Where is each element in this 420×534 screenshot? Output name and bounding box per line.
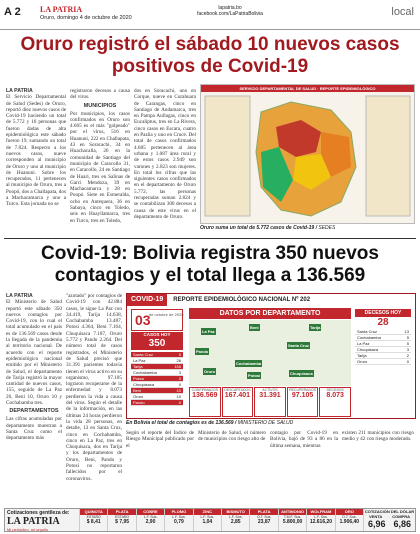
quote-unit: L.F. Sus.: [228, 515, 243, 519]
department-name: Cochabamba: [133, 370, 157, 375]
quote-name: PLATA: [250, 509, 277, 515]
map-department-label: Tarija: [310, 325, 321, 330]
death-dept-name: Chuquisaca: [357, 347, 379, 352]
quote-cell: [193, 509, 221, 531]
quote-cell: [249, 509, 277, 531]
quote-unit: L.F. Sus.: [143, 515, 158, 519]
quote-name: ANTIMONIO: [279, 509, 306, 515]
deaths-value: 28: [377, 317, 389, 328]
quote-value: 1.906,40: [339, 519, 360, 525]
report-day: 03: [131, 309, 183, 331]
national-report-infographic: [126, 293, 416, 419]
department-name: Santa Cruz: [133, 352, 154, 357]
article2-text1b: Las cifras acumuladas por departamento muestran a Santa Cruz como el departamento más: [6, 416, 62, 442]
quote-unit: L.F. Sus.: [172, 515, 186, 519]
map-caption-text: Oruro suma un total de 5.772 casos de Covid-19 /: [200, 225, 317, 231]
department-name: La Paz: [133, 358, 146, 363]
report-top-bar: [127, 294, 415, 306]
report-title: REPORTE EPIDEMIOLÓGICO NACIONAL Nº 202: [173, 297, 311, 303]
department-name: Pando: [133, 400, 145, 405]
article2-bottom3: contagio por Covid-19 en Bolivia, bajó de 93 a 86 en la última semana, mientras: [270, 430, 338, 449]
quote-unit: O.T. Sus.: [256, 515, 272, 519]
death-dept-name: Tarija: [357, 353, 367, 358]
article2-headline: Covid-19: Bolivia registra 350 nuevos contagios y el total llega a 136.569: [41, 243, 379, 286]
quote-unit: ESTAÑO: [115, 515, 130, 519]
quote-cell: [278, 509, 306, 531]
department-name: Beni: [133, 388, 142, 393]
map-department-label: Chuquisaca: [290, 371, 313, 376]
masthead: LA PATRIA: [40, 5, 83, 14]
new-cases-label: CASOS HOY: [143, 332, 171, 337]
death-dept-value: 5: [406, 341, 409, 346]
deaths-label: DECESOS HOY: [355, 309, 411, 317]
quote-unit: T.M.F. Sus.: [283, 515, 302, 519]
article1-text2: registraron decesos a causa del virus.: [70, 88, 130, 101]
covid-badge: COVID-19: [127, 294, 167, 306]
quote-unit: O.T. Sus.: [342, 515, 357, 519]
department-new-cases: 155: [174, 364, 181, 369]
report-caption: [126, 420, 293, 426]
article2-byline: LA PATRIA: [6, 293, 33, 299]
commodity-quotes: [79, 509, 363, 531]
death-dept-value: 0: [406, 359, 409, 364]
quote-cell: [136, 509, 164, 531]
stat-label: CONFIRMADOS: [191, 388, 218, 392]
dollar-buy-label: VENTA: [368, 514, 383, 519]
quote-value: 0,79: [174, 519, 184, 525]
dollar-buy-value: 6,96: [367, 519, 386, 529]
quote-name: PLOMO: [165, 509, 192, 515]
department-new-cases: 10: [176, 388, 181, 393]
map-stats-panel: [366, 96, 410, 216]
department-new-cases: 3: [178, 370, 181, 375]
stat-value: 8.073: [326, 392, 344, 399]
data-by-department-banner: DATOS POR DEPARTAMENTO: [189, 308, 351, 319]
map-department-label: Oruro: [204, 369, 216, 374]
report-caption-text: En Bolivia el total de contagios es de 136.569 /: [126, 420, 237, 426]
quotes-sponsor: [5, 509, 79, 531]
article2-bottom4: existen 211 municipios con riesgo medio y 42 con riesgo moderado.: [342, 430, 414, 443]
quotes-title: Cotizaciones gentileza de:: [7, 510, 70, 516]
quote-cell: [221, 509, 249, 531]
article2-text1: El Ministerio de Salud reportó este sábado 350 nuevos contagios por Covid-19, con lo cual el total acumulado en el país es de 136.569 casos desde la llegada de la pandemia al territorio nacional. De acuerdo con el reporte epidemiológico nacional emitido por el Ministerio de Salud, el departamento de Tarija registró la mayor cantidad de nuevos casos, 155, seguido de La Paz 26, Beni 10, Oruro 10 y Cochabamba tres.: [6, 299, 62, 407]
article1-byline: LA PATRIA: [6, 88, 33, 94]
dollar-sell-value: 6,86: [393, 519, 412, 529]
page-number: A 2: [4, 6, 21, 18]
map-caption: [200, 225, 415, 231]
quote-value: $ 7,95: [115, 519, 130, 525]
map-caption-credit: SEDES: [318, 225, 336, 231]
quote-value: 1,04: [202, 519, 213, 525]
quotes-tagline: Mi periódico, mi orgullo: [7, 527, 49, 532]
new-cases-value: 350: [148, 338, 166, 349]
quote-cell: [164, 509, 192, 531]
death-dept-value: 2: [406, 353, 409, 358]
stat-cell: [189, 387, 221, 417]
quote-name: WOLFRAM: [307, 509, 334, 515]
department-name: Potosí: [133, 376, 145, 381]
department-new-cases: 0: [178, 376, 181, 381]
quote-unit: ESTAÑO: [86, 515, 101, 519]
bolivia-department-map: [189, 320, 351, 386]
stat-cell: [254, 387, 286, 417]
website-link[interactable]: lapatria.bo: [218, 5, 242, 11]
quote-cell: [306, 509, 334, 531]
dollar-sell-label: COMPRA: [392, 514, 410, 519]
facebook-link[interactable]: facebook.com/LaPatriaBolivia: [197, 11, 263, 17]
quote-name: QUINOTA: [80, 509, 107, 515]
map-header: SERVICIO DEPARTAMENTAL DE SALUD · REPORTE EPIDEMIOLÓGICO: [201, 85, 414, 92]
deaths-panel: [355, 309, 411, 383]
death-dept-value: 5: [406, 335, 409, 340]
death-dept-value: 13: [404, 329, 409, 334]
stat-value: 167.401: [224, 392, 251, 399]
map-department-label: Beni: [250, 325, 259, 330]
stat-value: 97.105: [291, 392, 314, 399]
article2-column1: [6, 293, 62, 503]
article1-column2: [70, 88, 130, 235]
quote-value: 12.616,20: [309, 519, 333, 525]
issue-date: Oruro, domingo 4 de octubre de 2020: [40, 15, 132, 21]
map-legend-panel: [205, 96, 250, 216]
subhead-municipios: MUNICIPIOS: [83, 102, 117, 109]
map-department-label: La Paz: [202, 329, 215, 334]
dollar-rate: [363, 509, 415, 531]
department-name: Oruro: [133, 394, 144, 399]
map-department-label: Cochabamba: [236, 361, 262, 366]
stat-cell: [222, 387, 254, 417]
article1-headline: Oruro registró el sábado 10 nuevos casos positivos de Covid-19: [20, 34, 400, 77]
stat-label: DESCARTADOS: [224, 388, 251, 392]
death-dept-name: La Paz: [357, 341, 370, 346]
new-cases-box: [131, 332, 183, 350]
article2-column2: [66, 293, 122, 503]
department-cases-table: [131, 352, 183, 406]
subhead-departamentos: DEPARTAMENTOS: [9, 408, 59, 415]
quote-unit: L.F. Sus.: [200, 515, 215, 519]
quote-unit: L.F. Sus.: [314, 515, 328, 519]
article1-column1: [6, 88, 66, 235]
department-new-cases: 0: [178, 400, 181, 405]
quote-name: BISMUTO: [222, 509, 249, 515]
page-header: [0, 0, 420, 30]
quote-cell: [335, 509, 363, 531]
stat-value: 136.569: [192, 392, 218, 399]
quote-name: ZINC: [194, 509, 221, 515]
map-department-label: Santa Cruz: [288, 343, 309, 348]
article2-text2: "azotado" por contagios de Covid-19 con 42.884 casos, le sigue La Paz con 34.419, Tarija 14.638, Cochabamba 13.487, Potosí 4.364, Beni 7.164, Chuquisaca 7.187, Oruro 5.772 y Pando 2.264. Del número total de casos registrados, el Ministerio de Salud precisó que 31.391 pacientes todavía tienen el virus activo en su organismo, 97.105 lograron recuperarse de la enfermedad y 8.073 perdieron la vida a causa del virus. Según el detalle de la información, en las últimas 24 horas perdieron la vida 28 personas, en detalle, 13 en Santa Cruz, cinco en Cochabamba, cinco en La Paz, tres en Chuquisaca, dos en Tarija y los departamentos de Oruro, Beni, Pando y Potosí no reportaron fallecidos por el coronavirus.: [66, 293, 122, 482]
quote-value: 2,90: [145, 519, 156, 525]
quote-cell: [107, 509, 135, 531]
report-date-text: de octubre de 2020: [149, 312, 184, 317]
stat-label: DECESOS: [326, 388, 344, 392]
article2-bottom2: Ministerio de Salud, el número de municipios con riesgo alto de: [198, 430, 266, 443]
quote-name: COBRE: [137, 509, 164, 515]
department-new-cases: 10: [176, 394, 181, 399]
oruro-map-graphic: [200, 84, 415, 224]
section-divider: [4, 238, 416, 239]
article1-text2b: Por municipios, los casos confirmados en Oruro son 4.665 es el más "golpeado" por el virus, 516 en Huanuni, 222 en Challapata, 43 en Soracachi, 34 en Huachacalla, 26 en la comunidad de Santiago del municipio de Caracollo 31, en Caracollo, 24 en Santiago de Huari, tres en Salinas de Garci Mendoza, 39 en Machacamarca y 28 en Poopó. Siete en Esmeralda, ocho en Antequera, 36 en Sabaya, cinco en Toledo, seis en Huayllamarca, tres en Turco, tres en Toledo,: [70, 110, 130, 224]
quote-name: ORO: [336, 509, 363, 515]
quote-value: 2,85: [230, 519, 241, 525]
quote-value: 5.800,00: [282, 519, 303, 525]
department-new-cases: 0: [178, 382, 181, 387]
stat-label: RECUPERADOS: [289, 388, 317, 392]
dollar-values: [364, 519, 415, 529]
quote-value: $ 8,41: [86, 519, 101, 525]
department-new-cases: 26: [176, 358, 181, 363]
death-row: [355, 359, 411, 365]
death-dept-name: Cochabamba: [357, 335, 381, 340]
article2-bottom1: Según el reporte del Índice de Riesgo Municipal publicado por el: [126, 430, 194, 449]
report-caption-credit: MINISTERIO DE SALUD: [237, 420, 294, 426]
death-dept-name: Santa Cruz: [357, 329, 378, 334]
department-new-cases: 0: [178, 352, 181, 357]
quote-name: PLATA: [108, 509, 135, 515]
map-department-label: Pando: [196, 349, 209, 354]
article1-column3: [134, 88, 196, 235]
quote-cell: [79, 509, 107, 531]
quotes-brand: LA PATRIA: [7, 516, 60, 527]
department-row: [131, 400, 183, 406]
national-stats-grid: [189, 387, 351, 417]
death-rows: [355, 329, 411, 365]
quote-value: 23,87: [257, 519, 271, 525]
quotes-bar: [4, 508, 416, 532]
stat-value: 31.391: [259, 392, 281, 399]
death-dept-value: 3: [406, 347, 409, 352]
death-dept-name: Oruro: [357, 359, 368, 364]
oruro-municipal-map: [201, 92, 414, 223]
stat-cell: [287, 387, 319, 417]
web-links: [195, 5, 265, 17]
article1-text3: dos en Soracachi, uno en Corque, nueve en Curahuara de Carangas, cinco en Santiago de Andamarca, tres en Pampa Aullagas, cinco en Eucaliptus, tres en La Rivera, cinco casos en Escara, cuatro en Pazña y uno en Cruce. Del total de casos confirmados 4.685 pertenecen al área urbana y 1.087 área rural y de estos casos 2.949 son varones y 2.823 son mujeres. En total los cifras que las siguientes casos confirmados en el departamento de Oruro 5.772, las personas recuperadas suman 2.824 y se contabilizan 300 decesos a causa de este virus en el departamento de Oruro.: [134, 88, 196, 220]
department-name: Chuquisaca: [133, 382, 155, 387]
map-department-label: Potosí: [248, 373, 261, 378]
section-label: local: [391, 6, 414, 18]
stat-label: ACTIVOS: [262, 388, 278, 392]
stat-cell-deceased: [319, 387, 351, 417]
dollar-title: COTIZACIÓN DEL DÓLAR: [364, 509, 415, 514]
article1-text1: El Servicio Departamental de Salud (Sedes) de Oruro, reportó diez nuevos casos de Covid-19 haciendo un total de 5.772 y 16 personas que fueron dadas de alta epidemiológica este sábado fueron 19, sumando un total de 7.824. Respecto a los nuevos casos, nueve corresponden al municipio de Oruro y uno al municipio de Huanuni. Sobre los recuperados, 11 pertenecen al municipio de Oruro, tres a Poopó, dos a Challapata, dos a Machacamarca y uno a Turco. Esta jornada no se: [6, 94, 66, 208]
department-name: Tarija: [133, 364, 143, 369]
